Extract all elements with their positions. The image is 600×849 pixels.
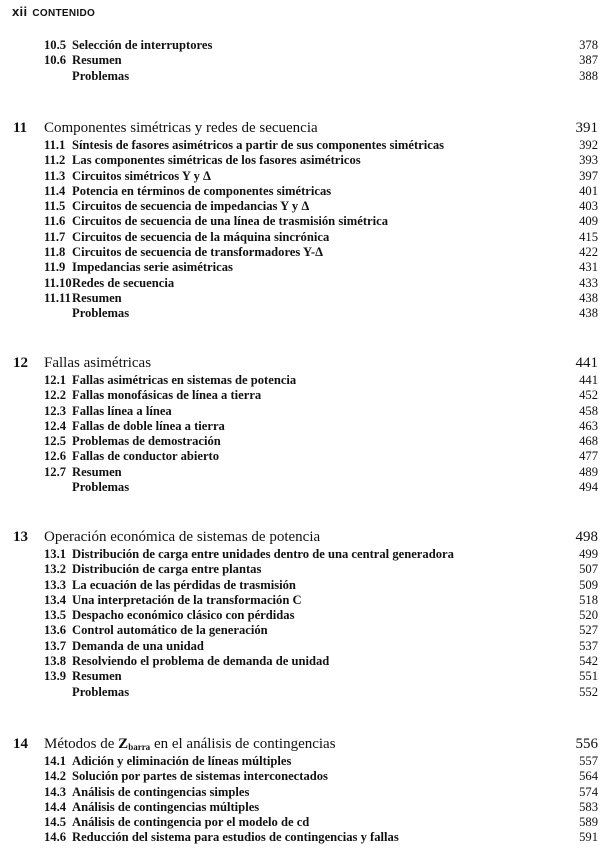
entry-number: 13.2 bbox=[44, 562, 67, 577]
entry-number: 14.3 bbox=[44, 784, 67, 799]
entry-number: 11.1 bbox=[44, 138, 66, 152]
chapter-heading[interactable] bbox=[0, 529, 600, 546]
entry-title: Problemas bbox=[72, 480, 130, 495]
entry-page: 518 bbox=[579, 592, 598, 607]
toc-entry[interactable] bbox=[0, 245, 600, 260]
entry-title: La ecuación de las pérdidas de trasmisión bbox=[72, 577, 296, 592]
entry-title: Problemas de demostración bbox=[72, 434, 221, 449]
chapter-title-post: en el análisis de contingencias bbox=[150, 736, 336, 752]
chapter-12-items bbox=[0, 373, 600, 495]
toc-entry[interactable] bbox=[0, 138, 600, 153]
chapter-title bbox=[44, 736, 336, 756]
toc-entry[interactable] bbox=[0, 230, 600, 245]
chapter-title-subscript: barra bbox=[128, 742, 151, 752]
entry-title: Resumen bbox=[72, 53, 122, 68]
entry-title: Análisis de contingencias simples bbox=[72, 784, 250, 799]
entry-number: 13.5 bbox=[44, 608, 67, 623]
entry-title: Potencia en términos de componentes simétricas bbox=[72, 183, 332, 198]
toc-entry[interactable] bbox=[0, 815, 600, 830]
entry-title: Selección de interruptores bbox=[72, 38, 213, 52]
chapter-14-items bbox=[0, 754, 600, 846]
entry-page: 433 bbox=[579, 275, 598, 290]
entry-page: 542 bbox=[579, 654, 598, 669]
toc-entry[interactable] bbox=[0, 785, 600, 800]
entry-number: 13.1 bbox=[44, 547, 67, 561]
toc-entry[interactable] bbox=[0, 260, 600, 275]
entry-number: 13.8 bbox=[44, 654, 67, 669]
entry-page: 499 bbox=[579, 547, 598, 561]
entry-title: Solución por partes de sistemas interconectados bbox=[72, 769, 328, 784]
entry-title: Circuitos de secuencia de transformadores Y-Δ bbox=[72, 245, 324, 260]
entry-page: 537 bbox=[579, 638, 598, 653]
entry-number: 12.7 bbox=[44, 464, 67, 479]
toc-entry[interactable] bbox=[0, 639, 600, 654]
chapter-title: Fallas asimétricas bbox=[44, 355, 152, 371]
chapter-page: 391 bbox=[575, 120, 598, 136]
entry-page: 438 bbox=[579, 306, 598, 321]
entry-number: 12.4 bbox=[44, 418, 67, 433]
entry-page: 551 bbox=[579, 669, 598, 684]
entry-page: 409 bbox=[579, 214, 598, 229]
chapter-number: 12 bbox=[13, 355, 28, 371]
entry-number: 14.5 bbox=[44, 815, 67, 830]
entry-number: 14.1 bbox=[44, 754, 67, 768]
entry-title: Fallas de doble línea a tierra bbox=[72, 418, 225, 433]
chapter-11-items bbox=[0, 138, 600, 322]
entry-number: 11.10 bbox=[44, 275, 72, 290]
entry-number: 11.7 bbox=[44, 229, 66, 244]
entry-page: 452 bbox=[579, 388, 598, 403]
entry-number: 13.3 bbox=[44, 577, 67, 592]
entry-number: 13.7 bbox=[44, 638, 67, 653]
entry-title: Despacho económico clásico con pérdidas bbox=[72, 608, 295, 623]
entry-number: 10.5 bbox=[44, 38, 67, 52]
toc-entry-problems[interactable] bbox=[0, 69, 600, 84]
chapter-page: 441 bbox=[575, 355, 598, 371]
toc-entry[interactable] bbox=[0, 53, 600, 68]
entry-number: 13.9 bbox=[44, 669, 67, 684]
entry-page: 403 bbox=[579, 199, 598, 214]
entry-number: 12.6 bbox=[44, 449, 67, 464]
entry-title: Análisis de contingencias múltiples bbox=[72, 799, 260, 814]
entry-page: 378 bbox=[579, 38, 598, 52]
entry-title: Las componentes simétricas de los fasores asimétricos bbox=[72, 153, 361, 168]
entry-number: 12.3 bbox=[44, 403, 67, 418]
section-10-continued bbox=[0, 38, 600, 84]
chapter-heading[interactable] bbox=[0, 736, 600, 753]
entry-title: Circuitos simétricos Y y Δ bbox=[72, 168, 211, 183]
entry-number: 12.2 bbox=[44, 388, 67, 403]
entry-page: 441 bbox=[579, 373, 598, 387]
entry-page: 477 bbox=[579, 449, 598, 464]
header-title: CONTENIDO bbox=[32, 8, 96, 19]
entry-title: Resumen bbox=[72, 290, 122, 305]
toc-entry[interactable] bbox=[0, 669, 600, 684]
toc-entry[interactable] bbox=[0, 800, 600, 815]
toc-entry[interactable] bbox=[0, 419, 600, 434]
entry-number: 11.3 bbox=[44, 168, 66, 183]
chapter-title-symbol: Z bbox=[118, 736, 129, 752]
entry-title: Distribución de carga entre unidades dentro de una central generadora bbox=[72, 547, 454, 561]
chapter-title: Operación económica de sistemas de potencia bbox=[44, 529, 321, 545]
chapter-title: Componentes simétricas y redes de secuencia bbox=[44, 120, 318, 136]
entry-title: Problemas bbox=[72, 306, 130, 321]
toc-entry[interactable] bbox=[0, 547, 600, 562]
running-header bbox=[12, 4, 95, 19]
entry-number: 11.5 bbox=[44, 199, 66, 214]
chapter-11 bbox=[0, 120, 600, 322]
entry-number: 14.6 bbox=[44, 830, 67, 845]
entry-page: 422 bbox=[579, 245, 598, 260]
entry-page: 401 bbox=[579, 183, 598, 198]
toc-entry[interactable] bbox=[0, 184, 600, 199]
toc-entry[interactable] bbox=[0, 214, 600, 229]
entry-page: 468 bbox=[579, 434, 598, 449]
toc-entry[interactable] bbox=[0, 754, 600, 769]
entry-title: Adición y eliminación de líneas múltiples bbox=[72, 754, 292, 768]
entry-title: Circuitos de secuencia de la máquina sincrónica bbox=[72, 229, 330, 244]
toc-entry[interactable] bbox=[0, 562, 600, 577]
toc-entry-problems[interactable] bbox=[0, 685, 600, 700]
entry-page: 557 bbox=[579, 754, 598, 768]
chapter-heading[interactable] bbox=[0, 355, 600, 372]
chapter-number: 14 bbox=[13, 736, 28, 752]
entry-page: 520 bbox=[579, 608, 598, 623]
toc-entry[interactable] bbox=[0, 578, 600, 593]
entry-page: 564 bbox=[579, 769, 598, 784]
entry-title: Demanda de una unidad bbox=[72, 638, 204, 653]
chapter-13 bbox=[0, 529, 600, 700]
entry-title: Redes de secuencia bbox=[72, 275, 175, 290]
entry-page: 591 bbox=[579, 830, 598, 845]
entry-number: 11.4 bbox=[44, 183, 66, 198]
entry-page: 552 bbox=[579, 684, 598, 699]
chapter-title-pre: Métodos de bbox=[44, 736, 119, 752]
entry-page: 431 bbox=[579, 260, 598, 275]
entry-title: Control automático de la generación bbox=[72, 623, 268, 638]
entry-title: Resolviendo el problema de demanda de unidad bbox=[72, 654, 330, 669]
toc-entry[interactable] bbox=[0, 38, 600, 53]
entry-number: 13.4 bbox=[44, 592, 67, 607]
entry-number: 11.6 bbox=[44, 214, 66, 229]
entry-page: 463 bbox=[579, 418, 598, 433]
toc-entry[interactable] bbox=[0, 404, 600, 419]
entry-number: 14.2 bbox=[44, 769, 67, 784]
entry-page: 438 bbox=[579, 290, 598, 305]
entry-page: 388 bbox=[579, 68, 598, 83]
chapter-page: 556 bbox=[575, 736, 598, 752]
entry-title: Una interpretación de la transformación C bbox=[72, 592, 302, 607]
entry-number: 12.5 bbox=[44, 434, 67, 449]
entry-number: 12.1 bbox=[44, 373, 67, 387]
entry-page: 392 bbox=[579, 138, 598, 152]
entry-page: 458 bbox=[579, 403, 598, 418]
toc-entry-problems[interactable] bbox=[0, 306, 600, 321]
entry-title: Circuitos de secuencia de una línea de trasmisión simétrica bbox=[72, 214, 388, 229]
entry-number: 13.6 bbox=[44, 623, 67, 638]
entry-title: Distribución de carga entre plantas bbox=[72, 562, 262, 577]
entry-title: Resumen bbox=[72, 464, 122, 479]
toc-entry[interactable] bbox=[0, 654, 600, 669]
entry-number: 11.11 bbox=[44, 290, 71, 305]
entry-page: 415 bbox=[579, 229, 598, 244]
entry-page: 494 bbox=[579, 480, 598, 495]
chapter-number: 11 bbox=[13, 120, 28, 136]
toc-entry[interactable] bbox=[0, 291, 600, 306]
entry-page: 393 bbox=[579, 153, 598, 168]
chapter-page: 498 bbox=[575, 529, 598, 545]
entry-title: Fallas de conductor abierto bbox=[72, 449, 220, 464]
entry-page: 574 bbox=[579, 784, 598, 799]
entry-title: Síntesis de fasores asimétricos a partir de sus componentes simétricas bbox=[72, 138, 445, 152]
toc-entry[interactable] bbox=[0, 593, 600, 608]
entry-number: 11.9 bbox=[44, 260, 66, 275]
chapter-heading[interactable] bbox=[0, 120, 600, 137]
entry-page: 387 bbox=[579, 53, 598, 68]
toc-entry[interactable] bbox=[0, 449, 600, 464]
chapter-12 bbox=[0, 355, 600, 495]
entry-title: Fallas monofásicas de línea a tierra bbox=[72, 388, 262, 403]
entry-page: 509 bbox=[579, 577, 598, 592]
entry-title: Reducción del sistema para estudios de contingencias y fallas bbox=[72, 830, 399, 845]
toc-entry[interactable] bbox=[0, 465, 600, 480]
entry-number: 11.8 bbox=[44, 245, 66, 260]
entry-page: 583 bbox=[579, 799, 598, 814]
entry-number: 11.2 bbox=[44, 153, 66, 168]
entry-page: 589 bbox=[579, 815, 598, 830]
toc-entry[interactable] bbox=[0, 373, 600, 388]
chapter-14 bbox=[0, 736, 600, 846]
entry-title: Fallas asimétricas en sistemas de potencia bbox=[72, 373, 297, 387]
entry-title: Resumen bbox=[72, 669, 122, 684]
entry-title: Problemas bbox=[72, 68, 130, 83]
entry-title: Circuitos de secuencia de impedancias Y y Δ bbox=[72, 199, 310, 214]
chapter-number: 13 bbox=[13, 529, 28, 545]
toc-entry-problems[interactable] bbox=[0, 480, 600, 495]
toc-entry[interactable] bbox=[0, 434, 600, 449]
entry-title: Problemas bbox=[72, 684, 130, 699]
toc-entry[interactable] bbox=[0, 769, 600, 784]
entry-page: 397 bbox=[579, 168, 598, 183]
entry-number: 10.6 bbox=[44, 53, 67, 68]
entry-page: 489 bbox=[579, 464, 598, 479]
toc-entry[interactable] bbox=[0, 169, 600, 184]
toc-entry[interactable] bbox=[0, 388, 600, 403]
page-number: xii bbox=[12, 4, 28, 19]
toc-entry[interactable] bbox=[0, 830, 600, 845]
entry-number: 14.4 bbox=[44, 799, 67, 814]
toc-entry[interactable] bbox=[0, 153, 600, 168]
entry-title: Impedancias serie asimétricas bbox=[72, 260, 233, 275]
chapter-13-items bbox=[0, 547, 600, 700]
entry-title: Fallas línea a línea bbox=[72, 403, 172, 418]
toc-entry[interactable] bbox=[0, 623, 600, 638]
toc-entry[interactable] bbox=[0, 608, 600, 623]
toc-entry[interactable] bbox=[0, 199, 600, 214]
entry-title: Análisis de contingencia por el modelo de cd bbox=[72, 815, 310, 830]
toc-entry[interactable] bbox=[0, 276, 600, 291]
entry-page: 527 bbox=[579, 623, 598, 638]
entry-page: 507 bbox=[579, 562, 598, 577]
